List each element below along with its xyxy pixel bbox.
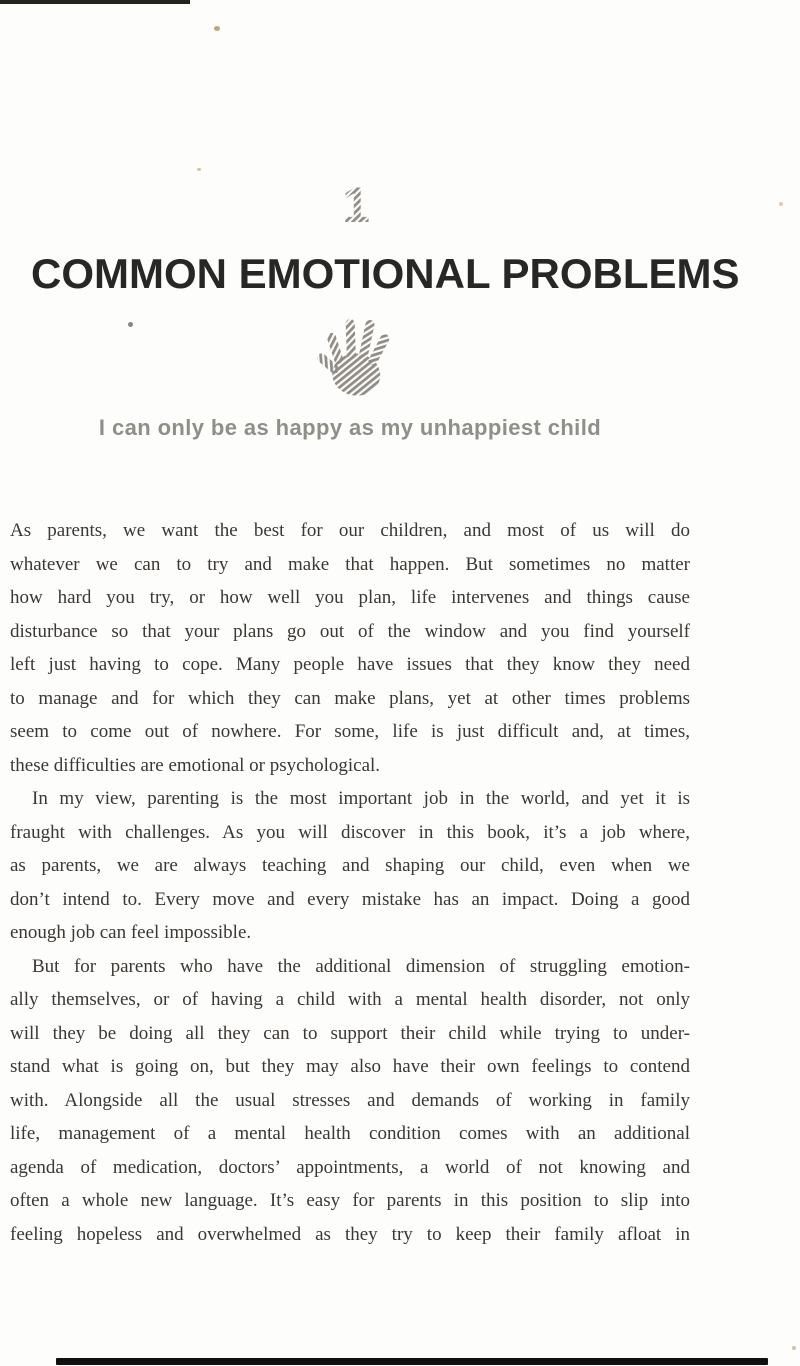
- text-line: life, management of a mental health condition comes with an additional: [10, 1123, 690, 1144]
- text-line: as parents, we are always teaching and shaping our child, even when we: [10, 855, 690, 876]
- handprint-svg: [314, 316, 406, 410]
- body-text: [10, 514, 690, 1251]
- text-line: don’t intend to. Every move and every mistake has an impact. Doing a good: [10, 888, 690, 910]
- paragraph: [10, 950, 690, 1252]
- text-line: seem to come out of nowhere. For some, life is just difficult and, at times,: [10, 721, 690, 742]
- scan-speck: [214, 26, 220, 31]
- text-line: agenda of medication, doctors’ appointments, a world of not knowing and: [10, 1156, 690, 1178]
- scan-speck: [128, 322, 133, 327]
- scan-artifact-top-bar: [0, 0, 190, 4]
- chapter-title: COMMON EMOTIONAL PROBLEMS: [31, 250, 740, 297]
- scan-artifact-bottom-bar: [56, 1358, 768, 1365]
- scan-speck: [779, 202, 783, 206]
- text-line: enough job can feel impossible.: [10, 922, 252, 943]
- text-line: with. Alongside all the usual stresses and demands of working in family: [10, 1089, 690, 1111]
- chapter-number: [338, 178, 374, 230]
- text-line: whatever we can to try and make that happen. But sometimes no matter: [10, 553, 690, 575]
- numeral-glyph: 1: [342, 178, 370, 230]
- text-line: ally themselves, or of having a child with a mental health disorder, not only: [10, 989, 690, 1010]
- text-line: will they be doing all they can to support their child while trying to under-: [10, 1022, 690, 1044]
- handprint-icon: [314, 316, 406, 410]
- chapter-numeral-one: [338, 178, 374, 230]
- text-line: feeling hopeless and overwhelmed as they try to keep their family afloat in: [10, 1223, 690, 1245]
- text-line: stand what is going on, but they may also have their own feelings to contend: [10, 1056, 690, 1077]
- scan-speck: [197, 168, 201, 171]
- text-line: disturbance so that your plans go out of the window and you find yourself: [10, 620, 690, 642]
- text-line: In my view, parenting is the most important job in the world, and yet it is: [32, 788, 690, 809]
- text-line: often a whole new language. It’s easy for parents in this position to slip into: [10, 1190, 690, 1211]
- paragraph: [10, 782, 690, 950]
- chapter-epigraph: I can only be as happy as my unhappiest child: [98, 415, 602, 440]
- scan-speck: [792, 1346, 796, 1350]
- text-line: left just having to cope. Many people have issues that they know they need: [10, 654, 690, 675]
- text-line: fraught with challenges. As you will discover in this book, it’s a job where,: [10, 821, 690, 843]
- text-line: But for parents who have the additional dimension of struggling emotion-: [32, 955, 690, 977]
- text-line: to manage and for which they can make plans, yet at other times problems: [10, 687, 690, 709]
- paragraph: [10, 514, 690, 782]
- text-line: these difficulties are emotional or psychological.: [10, 754, 381, 776]
- text-line: how hard you try, or how well you plan, life intervenes and things cause: [10, 587, 690, 608]
- text-line: As parents, we want the best for our children, and most of us will do: [10, 520, 690, 541]
